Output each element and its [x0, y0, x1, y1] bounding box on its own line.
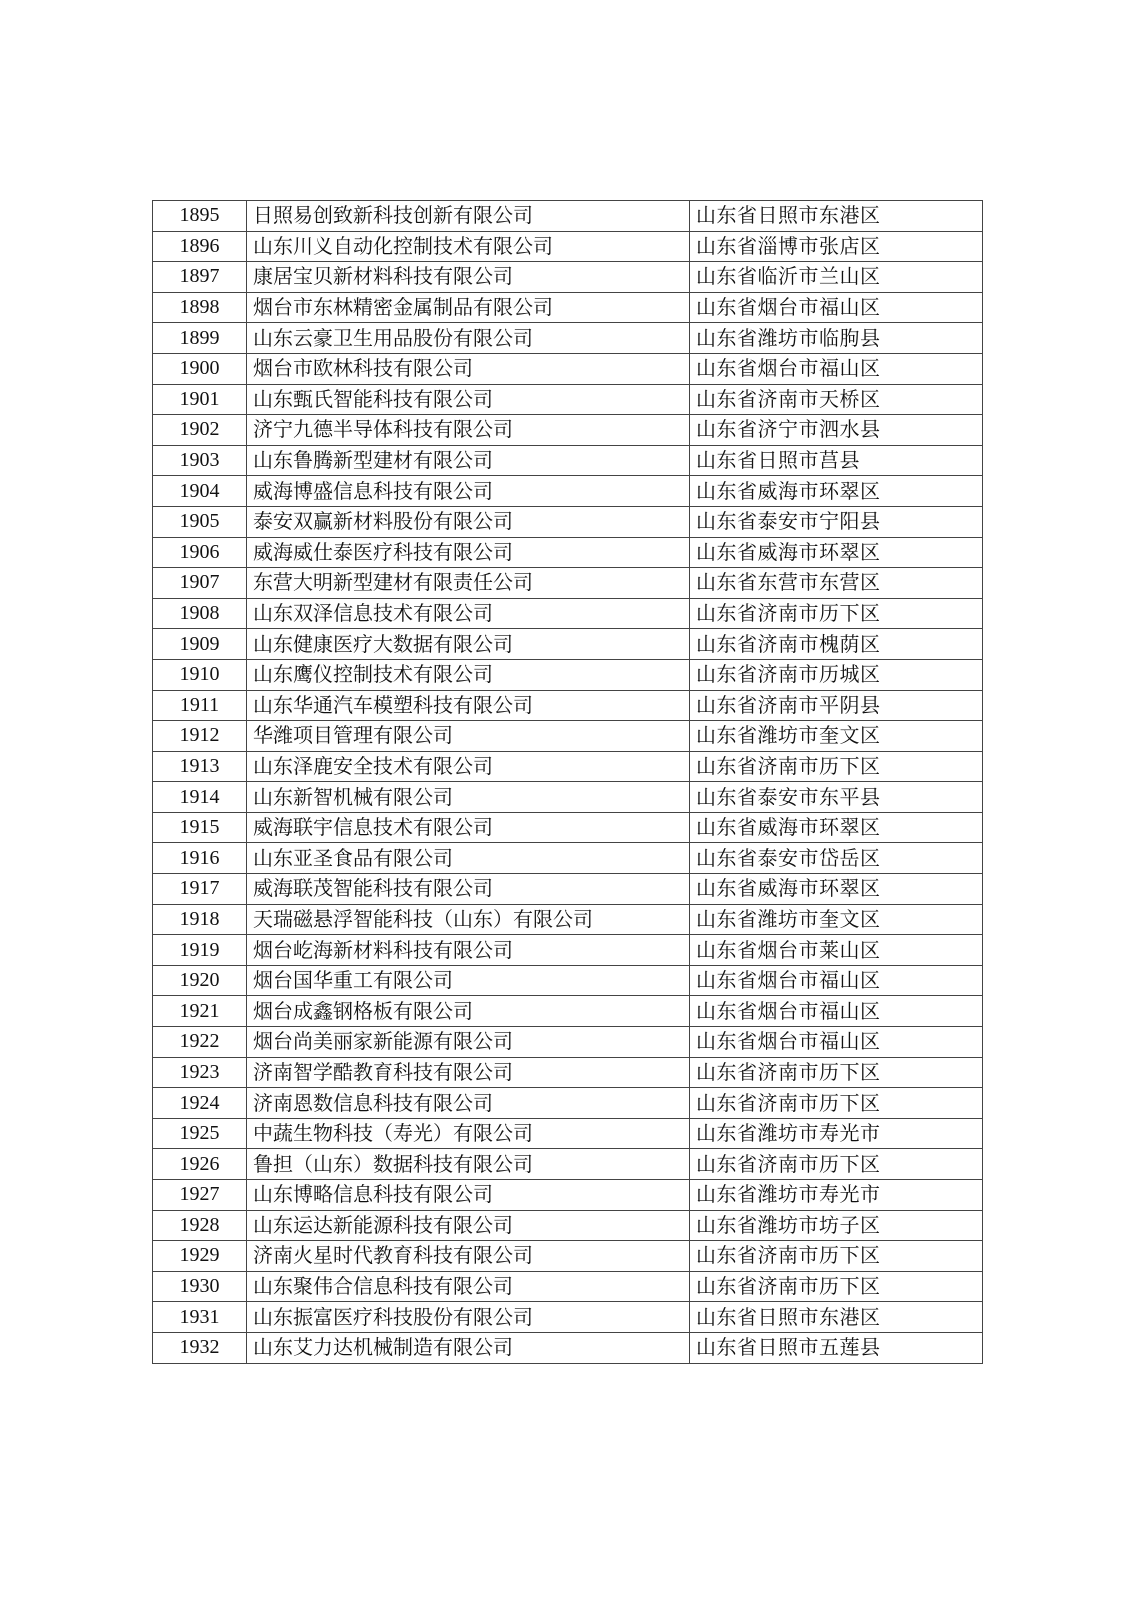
row-number: 1909: [153, 629, 247, 660]
table-row: [153, 690, 983, 721]
company-location: 山东省威海市环翠区: [690, 476, 983, 507]
row-number: 1922: [153, 1027, 247, 1058]
company-location: 山东省潍坊市奎文区: [690, 721, 983, 752]
row-number: 1895: [153, 201, 247, 232]
table-row: [153, 292, 983, 323]
table-row: [153, 1210, 983, 1241]
company-name: 山东鲁腾新型建材有限公司: [247, 445, 690, 476]
company-name: 山东博略信息科技有限公司: [247, 1180, 690, 1211]
company-name: 中蔬生物科技（寿光）有限公司: [247, 1118, 690, 1149]
table-row: [153, 231, 983, 262]
table-row: [153, 384, 983, 415]
table-row: [153, 996, 983, 1027]
row-number: 1920: [153, 965, 247, 996]
row-number: 1910: [153, 659, 247, 690]
company-location: 山东省济南市槐荫区: [690, 629, 983, 660]
company-name: 烟台尚美丽家新能源有限公司: [247, 1027, 690, 1058]
company-name: 威海联宇信息技术有限公司: [247, 812, 690, 843]
table-row: [153, 262, 983, 293]
row-number: 1906: [153, 537, 247, 568]
company-location: 山东省济南市历下区: [690, 1271, 983, 1302]
company-location: 山东省潍坊市坊子区: [690, 1210, 983, 1241]
company-name: 山东艾力达机械制造有限公司: [247, 1332, 690, 1363]
table-row: [153, 874, 983, 905]
row-number: 1932: [153, 1332, 247, 1363]
company-name: 济南火星时代教育科技有限公司: [247, 1241, 690, 1272]
table-row: [153, 476, 983, 507]
table-row: [153, 1027, 983, 1058]
company-table-body: [153, 201, 983, 1364]
company-name: 威海威仕泰医疗科技有限公司: [247, 537, 690, 568]
company-location: 山东省日照市五莲县: [690, 1332, 983, 1363]
table-row: [153, 782, 983, 813]
company-name: 山东川义自动化控制技术有限公司: [247, 231, 690, 262]
table-row: [153, 1057, 983, 1088]
row-number: 1917: [153, 874, 247, 905]
row-number: 1911: [153, 690, 247, 721]
row-number: 1898: [153, 292, 247, 323]
company-name: 威海博盛信息科技有限公司: [247, 476, 690, 507]
company-location: 山东省威海市环翠区: [690, 812, 983, 843]
company-location: 山东省济南市历下区: [690, 1241, 983, 1272]
company-name: 烟台市欧林科技有限公司: [247, 353, 690, 384]
company-location: 山东省济南市历下区: [690, 1057, 983, 1088]
row-number: 1925: [153, 1118, 247, 1149]
table-row: [153, 506, 983, 537]
table-row: [153, 1118, 983, 1149]
table-row: [153, 201, 983, 232]
company-name: 山东双泽信息技术有限公司: [247, 598, 690, 629]
row-number: 1924: [153, 1088, 247, 1119]
company-name: 山东健康医疗大数据有限公司: [247, 629, 690, 660]
company-name: 天瑞磁悬浮智能科技（山东）有限公司: [247, 904, 690, 935]
row-number: 1903: [153, 445, 247, 476]
table-row: [153, 323, 983, 354]
row-number: 1921: [153, 996, 247, 1027]
company-location: 山东省日照市东港区: [690, 1302, 983, 1333]
company-name: 济宁九德半导体科技有限公司: [247, 415, 690, 446]
company-location: 山东省烟台市福山区: [690, 965, 983, 996]
company-location: 山东省济南市历下区: [690, 1088, 983, 1119]
table-row: [153, 415, 983, 446]
row-number: 1926: [153, 1149, 247, 1180]
company-location: 山东省泰安市岱岳区: [690, 843, 983, 874]
company-name: 烟台国华重工有限公司: [247, 965, 690, 996]
company-name: 华潍项目管理有限公司: [247, 721, 690, 752]
company-location: 山东省济南市历下区: [690, 751, 983, 782]
company-name: 山东振富医疗科技股份有限公司: [247, 1302, 690, 1333]
row-number: 1912: [153, 721, 247, 752]
company-location: 山东省济南市历下区: [690, 1149, 983, 1180]
company-name: 山东鹰仪控制技术有限公司: [247, 659, 690, 690]
table-row: [153, 1332, 983, 1363]
table-row: [153, 904, 983, 935]
table-row: [153, 445, 983, 476]
row-number: 1897: [153, 262, 247, 293]
row-number: 1900: [153, 353, 247, 384]
table-row: [153, 1180, 983, 1211]
company-location: 山东省烟台市福山区: [690, 292, 983, 323]
company-name: 烟台屹海新材料科技有限公司: [247, 935, 690, 966]
row-number: 1927: [153, 1180, 247, 1211]
company-location: 山东省济南市平阴县: [690, 690, 983, 721]
table-row: [153, 629, 983, 660]
company-location: 山东省潍坊市临朐县: [690, 323, 983, 354]
row-number: 1907: [153, 568, 247, 599]
row-number: 1923: [153, 1057, 247, 1088]
company-name: 东营大明新型建材有限责任公司: [247, 568, 690, 599]
company-name: 烟台市东林精密金属制品有限公司: [247, 292, 690, 323]
row-number: 1905: [153, 506, 247, 537]
row-number: 1896: [153, 231, 247, 262]
company-name: 康居宝贝新材料科技有限公司: [247, 262, 690, 293]
table-row: [153, 843, 983, 874]
company-name: 山东聚伟合信息科技有限公司: [247, 1271, 690, 1302]
company-location: 山东省潍坊市奎文区: [690, 904, 983, 935]
company-name: 山东甄氏智能科技有限公司: [247, 384, 690, 415]
document-page: [152, 200, 968, 1364]
row-number: 1919: [153, 935, 247, 966]
company-location: 山东省烟台市福山区: [690, 1027, 983, 1058]
table-row: [153, 935, 983, 966]
row-number: 1914: [153, 782, 247, 813]
row-number: 1899: [153, 323, 247, 354]
table-row: [153, 751, 983, 782]
row-number: 1929: [153, 1241, 247, 1272]
company-name: 日照易创致新科技创新有限公司: [247, 201, 690, 232]
company-location: 山东省济南市天桥区: [690, 384, 983, 415]
company-table: [152, 200, 983, 1364]
company-name: 烟台成鑫钢格板有限公司: [247, 996, 690, 1027]
company-location: 山东省烟台市福山区: [690, 353, 983, 384]
company-name: 山东运达新能源科技有限公司: [247, 1210, 690, 1241]
row-number: 1928: [153, 1210, 247, 1241]
company-name: 鲁担（山东）数据科技有限公司: [247, 1149, 690, 1180]
company-name: 泰安双赢新材料股份有限公司: [247, 506, 690, 537]
company-name: 山东泽鹿安全技术有限公司: [247, 751, 690, 782]
company-location: 山东省烟台市福山区: [690, 996, 983, 1027]
company-name: 山东亚圣食品有限公司: [247, 843, 690, 874]
table-row: [153, 1302, 983, 1333]
company-location: 山东省临沂市兰山区: [690, 262, 983, 293]
company-location: 山东省日照市莒县: [690, 445, 983, 476]
company-location: 山东省威海市环翠区: [690, 537, 983, 568]
company-location: 山东省潍坊市寿光市: [690, 1180, 983, 1211]
row-number: 1908: [153, 598, 247, 629]
table-row: [153, 1271, 983, 1302]
company-name: 山东新智机械有限公司: [247, 782, 690, 813]
table-row: [153, 965, 983, 996]
company-location: 山东省潍坊市寿光市: [690, 1118, 983, 1149]
table-row: [153, 812, 983, 843]
company-location: 山东省威海市环翠区: [690, 874, 983, 905]
row-number: 1913: [153, 751, 247, 782]
company-location: 山东省日照市东港区: [690, 201, 983, 232]
company-location: 山东省泰安市东平县: [690, 782, 983, 813]
company-name: 山东云豪卫生用品股份有限公司: [247, 323, 690, 354]
row-number: 1915: [153, 812, 247, 843]
table-row: [153, 353, 983, 384]
row-number: 1916: [153, 843, 247, 874]
company-location: 山东省东营市东营区: [690, 568, 983, 599]
company-location: 山东省淄博市张店区: [690, 231, 983, 262]
company-location: 山东省济南市历下区: [690, 598, 983, 629]
company-name: 威海联茂智能科技有限公司: [247, 874, 690, 905]
table-row: [153, 1149, 983, 1180]
table-row: [153, 568, 983, 599]
row-number: 1904: [153, 476, 247, 507]
table-row: [153, 598, 983, 629]
row-number: 1918: [153, 904, 247, 935]
table-row: [153, 659, 983, 690]
row-number: 1901: [153, 384, 247, 415]
company-name: 济南智学酷教育科技有限公司: [247, 1057, 690, 1088]
company-location: 山东省济南市历城区: [690, 659, 983, 690]
company-name: 山东华通汽车模塑科技有限公司: [247, 690, 690, 721]
company-location: 山东省烟台市莱山区: [690, 935, 983, 966]
table-row: [153, 1241, 983, 1272]
table-row: [153, 537, 983, 568]
company-location: 山东省济宁市泗水县: [690, 415, 983, 446]
row-number: 1902: [153, 415, 247, 446]
company-name: 济南恩数信息科技有限公司: [247, 1088, 690, 1119]
table-row: [153, 721, 983, 752]
row-number: 1931: [153, 1302, 247, 1333]
company-location: 山东省泰安市宁阳县: [690, 506, 983, 537]
row-number: 1930: [153, 1271, 247, 1302]
table-row: [153, 1088, 983, 1119]
